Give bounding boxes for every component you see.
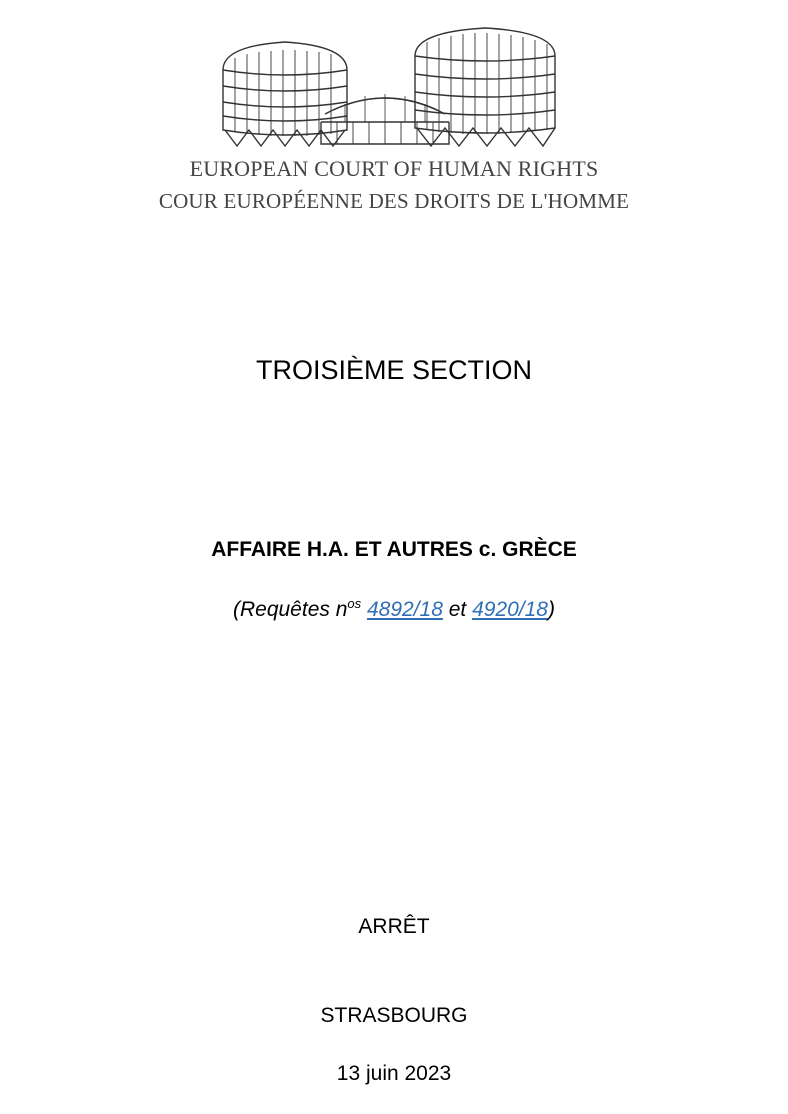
judgment-date: 13 juin 2023 bbox=[336, 1062, 452, 1085]
court-name-english: EUROPEAN COURT OF HUMAN RIGHTS bbox=[189, 156, 599, 181]
application-link-4920-18[interactable]: 4920/18 bbox=[472, 598, 548, 621]
case-title: AFFAIRE H.A. ET AUTRES c. GRÈCE bbox=[211, 538, 577, 561]
requests-connector: et bbox=[442, 598, 473, 621]
echr-building-logo bbox=[215, 26, 570, 148]
requests-prefix: (Requêtes n bbox=[232, 598, 348, 621]
judgment-label: ARRÊT bbox=[358, 915, 430, 938]
place: STRASBOURG bbox=[320, 1004, 468, 1027]
application-link-4892-18[interactable]: 4892/18 bbox=[366, 598, 443, 621]
application-numbers bbox=[0, 596, 788, 622]
section-title: TROISIÈME SECTION bbox=[255, 355, 533, 385]
requests-suffix: ) bbox=[548, 598, 555, 621]
court-name-french: COUR EUROPÉENNE DES DROITS DE L'HOMME bbox=[158, 189, 630, 213]
requests-superscript: os bbox=[347, 596, 362, 611]
